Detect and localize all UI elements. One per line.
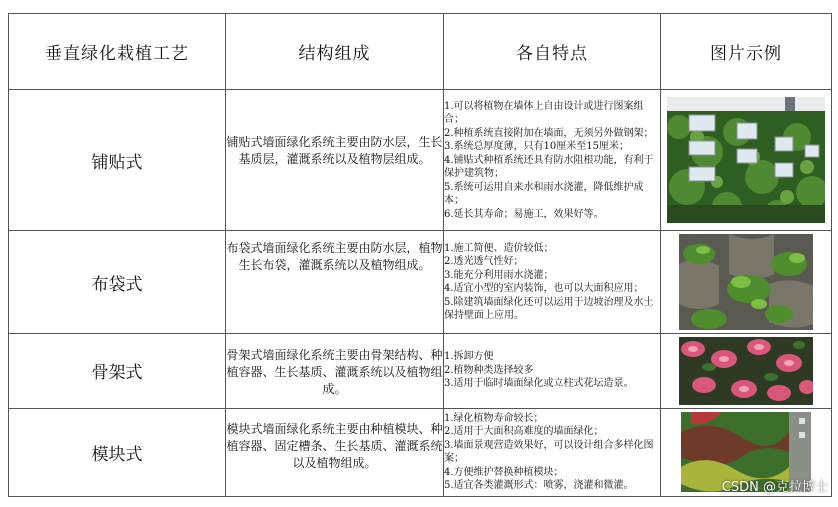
structure-cell [226,408,444,496]
structure-text: 铺贴式墙面绿化系统主要由防水层，生长基质层，灌溉系统以及植物层组成。 [226,135,443,167]
feature-item: 4.铺贴式种植系统还具有防水阻根功能，有利于保护建筑物； [444,154,654,180]
process-name: 铺贴式 [9,90,226,231]
header-process: 垂直绿化栽植工艺 [9,14,226,90]
header-image: 图片示例 [661,14,832,90]
structure-text: 骨架式墙面绿化系统主要由骨架结构、种植容器、生长基质、灌溉系统以及植物组成。 [226,347,443,396]
image-cell [661,333,832,408]
table-row [9,90,832,231]
feature-item: 1.可以将植物在墙体上自由设计或进行图案组合； [444,100,644,126]
structure-cell [226,333,444,408]
structure-cell [226,90,444,231]
feature-item: 3.适用于临时墙面绿化或立柱式花坛造景。 [444,378,634,390]
felt-pocket-plants-photo [679,234,813,330]
process-name: 骨架式 [9,333,226,408]
feature-item: 6.延长其寿命；易施工，效果好等。 [444,208,604,220]
image-cell [661,90,832,231]
feature-item: 1.绿化植物寿命较长； [444,412,544,424]
feature-item: 3.系统总厚度薄，只有10厘米至15厘米； [444,141,629,153]
feature-item: 2.植物种类选择较多 [444,364,534,376]
features-list [444,242,660,323]
process-name: 布袋式 [9,231,226,333]
feature-item: 4.方便维护替换种植模块； [444,466,564,478]
feature-item: 3.能充分利用雨水浇灌； [444,269,554,281]
image-cell [661,231,832,333]
features-list [444,350,660,391]
feature-item: 4.适宜小型的室内装饰，也可以大面积应用； [444,283,644,295]
feature-item: 2.种植系统直接附加在墙面，无须另外做钢架； [444,127,654,139]
features-cell [444,231,661,333]
table-row [9,408,832,496]
feature-item: 5.除建筑墙面绿化还可以运用于边坡治理及水土保持壁面上应用。 [444,296,654,322]
structure-text: 模块式墙面绿化系统主要由种植模块、种植容器、固定槽条、生长基质、灌溉系统以及植物组成。 [226,421,443,470]
header-features: 各自特点 [444,14,661,90]
features-list [444,412,660,493]
features-cell [444,90,661,231]
structure-text: 布袋式墙面绿化系统主要由防水层，植物生长布袋，灌溉系统以及植物组成。 [226,241,443,273]
header-row [9,14,832,90]
planting-process-table [8,13,832,497]
green-facade-building-photo [667,97,825,223]
feature-item: 5.系统可运用自来水和雨水浇灌，降低维护成本； [444,181,644,207]
header-structure: 结构组成 [226,14,444,90]
features-cell [444,333,661,408]
table-row [9,231,832,333]
feature-item: 1.施工简便、造价较低； [444,242,554,254]
feature-item: 2.透光透气性好； [444,256,524,268]
features-list [444,100,660,222]
feature-item: 1.拆卸方便 [444,351,494,363]
feature-item: 5.适宜各类灌溉形式：喷雾，浇灌和微灌。 [444,480,634,492]
feature-item: 2.适用于大面积高难度的墙面绿化； [444,426,604,438]
structure-cell [226,231,444,333]
process-name: 模块式 [9,408,226,496]
features-cell [444,408,661,496]
table-row [9,333,832,408]
feature-item: 3.墙面景观营造效果好，可以设计组合多样化图案； [444,439,654,465]
pink-foliage-plants-photo [679,337,813,405]
watermark: CSDN @克拉博士 [721,480,828,495]
